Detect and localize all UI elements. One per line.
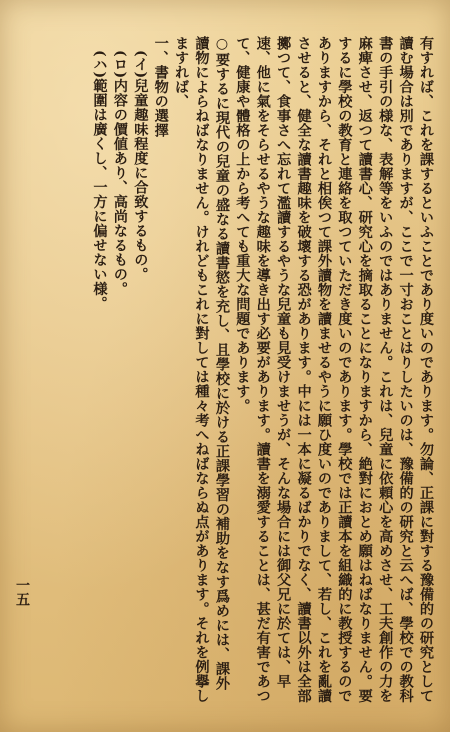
list-item-i: (イ)兒童趣味程度に合致するもの。: [132, 50, 149, 282]
paragraph-1: 有すれば、これを課するといふことであり度いのであります。勿論、正課に對する豫備的の研究として讀む場合は別でありますが、ここで一寸おことはりしたいのは、豫備的の研究と云へば、學校での教科書の手引の様な、表解等をいふのではありません。これは、兒童に依頼心を高めさせ、工夫創作の力を麻痺させ、返つて讀書心、研究心を摘取ることになりますから、絶對におとめ願はねばなりません。要するに學校の教育と連絡を取つていただき度いのであります。學校では正讀本を組織的に教授するのでありますから、それと相俟つて課外讀物を讀ませるやうに願ひ度いのでありまして、若し、これを亂讀させると、健全な讀書趣味を破壞する恐があります。中には一本に凝るばかりでなく、讀書以外は全部擲つて、食事さへ忘れて濫讀するやうな兒童も見受けませうが、そんな場合には御父兄に於ては、早速、他に氣をそらせるやうな趣味を導き出す必要があります。讀書を溺愛することは、甚だ有害であつて、健康や體格の上から考へても重大な問題であります。: [234, 36, 434, 703]
page-number: 一五: [14, 578, 30, 606]
section-heading: 一、書物の選擇: [152, 36, 169, 138]
list-item-ha: (ハ)範圍は廣くし、一方に偏せない様。: [91, 50, 108, 311]
paragraph-2: ○要するに現代の兒童の盛なる讀書慾を充し、且學校に於ける正課學習の補助をなす爲めには、課外讀物によらねばなりません。けれどもこれに對しては種々考へねばならぬ点があります。それを例擧しますれば、: [173, 36, 230, 703]
list-item-ro: (ロ)内容の價値あり、高尚なるもの。: [111, 50, 128, 297]
vertical-text-column: [89, 36, 436, 704]
